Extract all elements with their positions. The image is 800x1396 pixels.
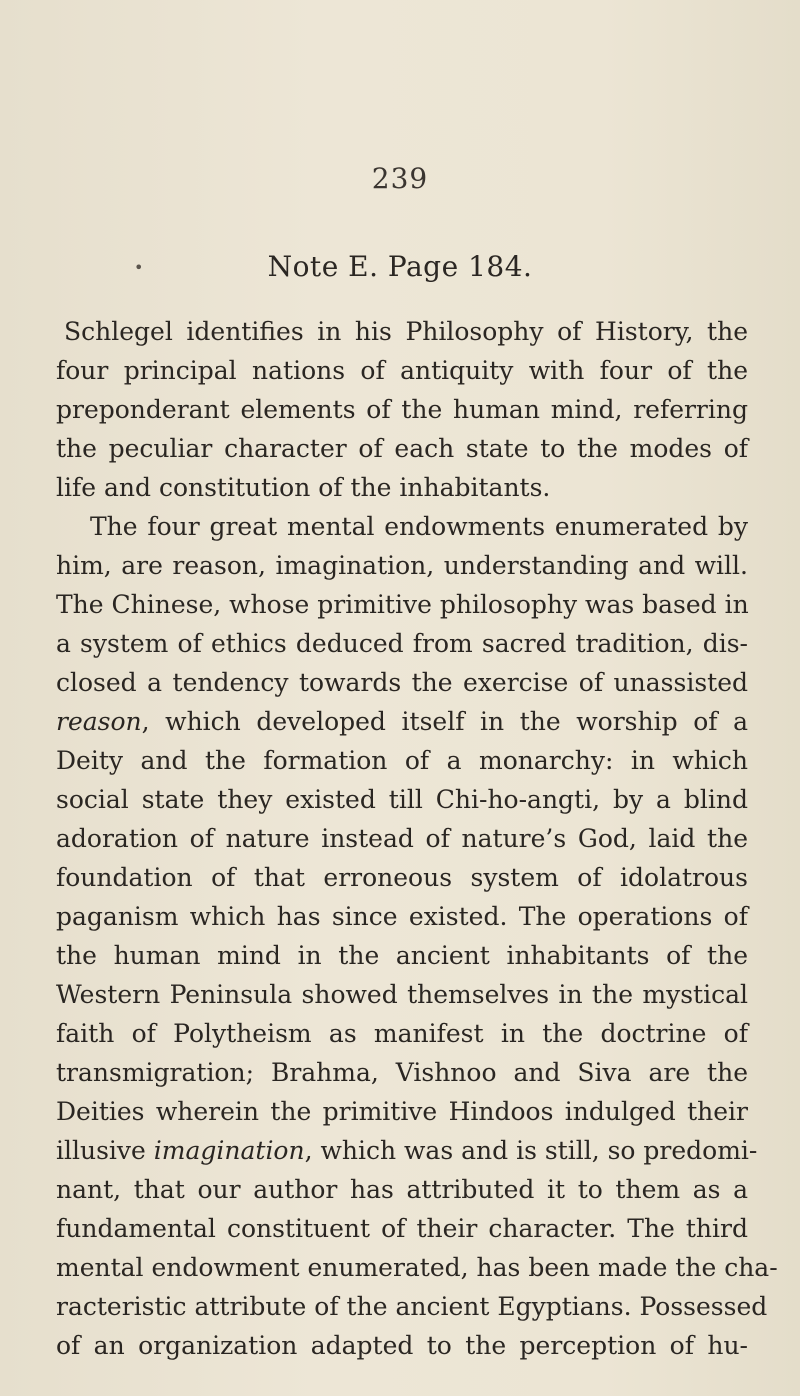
text-line: The four great mental endowments enumerated by: [90, 512, 748, 541]
text-line: the peculiar character of each state to the modes of: [56, 434, 748, 463]
text-line: faith of Polytheism as manifest in the doctrine of: [56, 1019, 748, 1048]
text-line: reason, which developed itself in the worship of a: [56, 707, 748, 736]
ink-speck-mark: •: [134, 258, 144, 277]
text-line: four principal nations of antiquity with four of the: [56, 356, 748, 385]
text-line: racteristic attribute of the ancient Egyptians. Possessed: [56, 1292, 768, 1321]
text-line: him, are reason, imagination, understanding and will.: [56, 551, 748, 580]
text-line: fundamental constituent of their character. The third: [56, 1214, 748, 1243]
text-line: life and constitution of the inhabitants.: [56, 473, 551, 502]
text-line: the human mind in the ancient inhabitants of the: [56, 941, 748, 970]
text-line: social state they existed till Chi-ho-angti, by a blind: [56, 785, 748, 814]
body-text: [56, 312, 778, 1365]
note-heading: Note E. Page 184.: [267, 250, 533, 283]
text-line: closed a tendency towards the exercise of unassisted: [56, 668, 748, 697]
text-line: adoration of nature instead of nature’s God, laid the: [56, 824, 748, 853]
text-line: Deity and the formation of a monarchy: in which: [56, 746, 748, 775]
text-line: Western Peninsula showed themselves in the mystical: [56, 980, 748, 1009]
text-line: Deities wherein the primitive Hindoos indulged their: [56, 1097, 748, 1126]
text-line: illusive imagination, which was and is still, so predomi-: [56, 1136, 758, 1165]
text-line: The Chinese, whose primitive philosophy was based in: [56, 590, 749, 619]
text-line: a system of ethics deduced from sacred tradition, dis-: [56, 629, 748, 658]
text-line: mental endowment enumerated, has been made the cha-: [56, 1253, 778, 1282]
text-line: foundation of that erroneous system of idolatrous: [56, 863, 748, 892]
text-line: transmigration; Brahma, Vishnoo and Siva are the: [56, 1058, 748, 1087]
text-line: nant, that our author has attributed it to them as a: [56, 1175, 748, 1204]
text-line: Schlegel identifies in his Philosophy of History, the: [64, 317, 748, 346]
page-number: 239: [371, 162, 429, 195]
text-line: of an organization adapted to the perception of hu-: [56, 1331, 748, 1360]
text-line: preponderant elements of the human mind, referring: [56, 395, 748, 424]
text-line: paganism which has since existed. The operations of: [56, 902, 748, 931]
